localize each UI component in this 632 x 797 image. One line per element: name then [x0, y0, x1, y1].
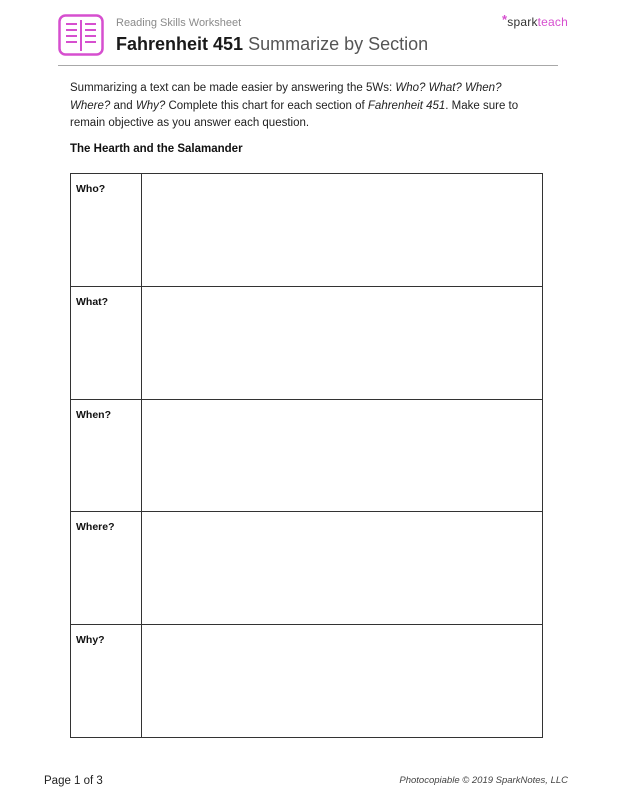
table-row	[71, 286, 543, 399]
table-row	[71, 512, 543, 625]
summary-chart	[70, 173, 543, 738]
row-label-what: What?	[71, 286, 142, 399]
logo-teach: teach	[537, 15, 568, 29]
answer-cell-what[interactable]	[142, 286, 543, 399]
section-title: The Hearth and the Salamander	[70, 143, 243, 155]
intro-and: and	[110, 99, 136, 112]
intro-questions: Who? What? When? Where?	[70, 82, 502, 112]
page-title-subtitle: Summarize by Section	[248, 34, 429, 54]
intro-text-2: Complete this chart for each section of	[165, 99, 368, 112]
table-row	[71, 625, 543, 738]
copyright-notice: Photocopiable © 2019 SparkNotes, LLC	[399, 775, 568, 786]
answer-cell-where[interactable]	[142, 512, 543, 625]
logo-star-icon: *	[502, 12, 508, 27]
intro-text-1: Summarizing a text can be made easier by answering the 5Ws:	[70, 82, 396, 94]
book-icon	[58, 14, 104, 56]
instructions-paragraph	[70, 80, 540, 133]
row-label-where: Where?	[71, 512, 142, 625]
logo-spark: spark	[507, 15, 538, 29]
table-row	[71, 399, 543, 512]
table-row	[71, 174, 543, 287]
row-label-why: Why?	[71, 625, 142, 738]
answer-cell-why[interactable]	[142, 625, 543, 738]
row-label-when: When?	[71, 399, 142, 512]
sparkteach-logo	[502, 14, 568, 29]
header-divider	[58, 65, 558, 66]
page-title	[116, 34, 428, 55]
page-title-book: Fahrenheit 451	[116, 34, 244, 54]
intro-why: Why?	[135, 99, 166, 112]
answer-cell-who[interactable]	[142, 174, 543, 287]
intro-book: Fahrenheit 451	[367, 99, 446, 112]
row-label-who: Who?	[71, 174, 142, 287]
answer-cell-when[interactable]	[142, 399, 543, 512]
worksheet-kicker: Reading Skills Worksheet	[116, 17, 242, 29]
worksheet-header	[58, 14, 568, 64]
intro-text-3: . Make sure to remain objective as you answer each question.	[70, 99, 519, 129]
page-number: Page 1 of 3	[44, 775, 103, 787]
